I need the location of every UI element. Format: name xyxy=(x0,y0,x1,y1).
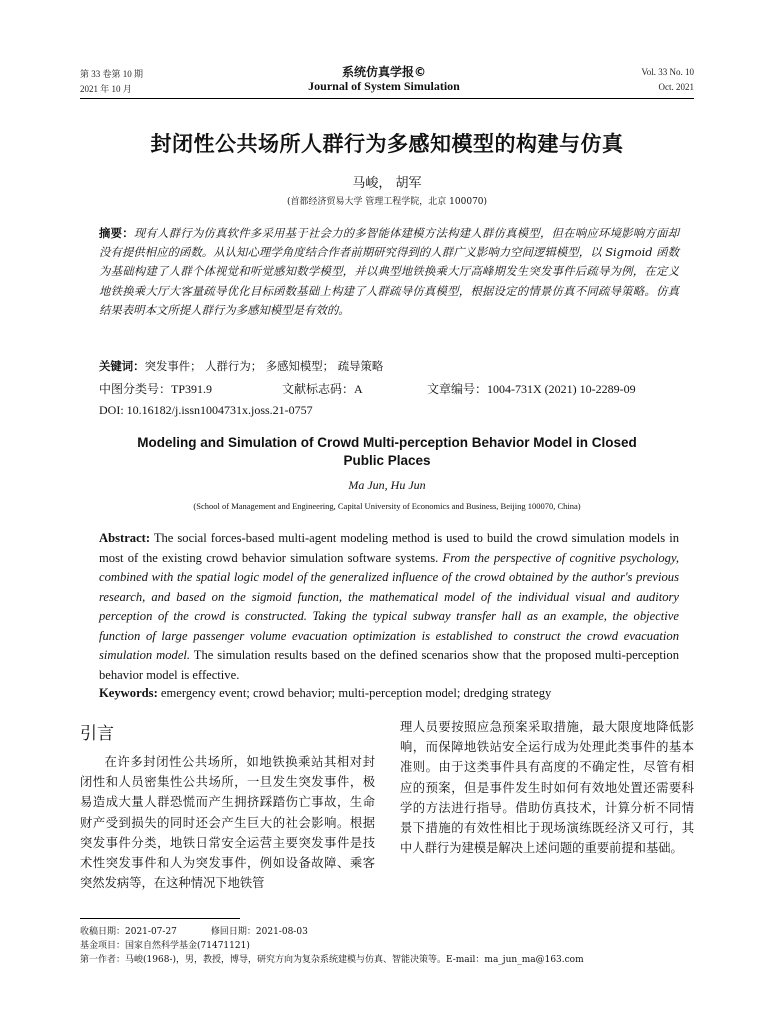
received-date: 收稿日期：2021-07-27 xyxy=(80,927,177,937)
doi: DOI: 10.16182/j.issn1004731x.joss.21-0757 xyxy=(99,403,313,417)
header-date-en: Oct. 2021 xyxy=(658,82,694,92)
abstract-en-part1: The social forces-based multi-agent modeling method is used to build the crowd simulation models in most of the existing crowd behavior simulation software systems. xyxy=(99,531,679,565)
classification-row xyxy=(99,380,679,398)
document-code: 文献标志码：A xyxy=(282,382,363,396)
keywords-en-label: Keywords: xyxy=(99,686,158,700)
body-text-right-column: 理人员要按照应急预案采取措施，最大限度地降低影响，而保障地铁站安全运行成为处理此类事件的基本准则。由于这类事件具有高度的不确定性，尽管有相应的预案，但是事件发生时如何有效地处置还需要科学的方法进行指导。借助仿真技术，计算分析不同情景下措施的有效性相比于现场演练既经济又可行，其中人群行为建模是解决上述问题的重要前提和基础。 xyxy=(400,720,694,856)
revised-date: 修回日期：2021-08-03 xyxy=(210,927,308,937)
abstract-cn xyxy=(99,224,679,320)
article-number: 文章编号：1004-731X (2021) 10-2289-09 xyxy=(427,382,636,396)
keywords-cn-label: 关键词： xyxy=(99,359,145,373)
section-heading-introduction: 引言 xyxy=(80,724,114,744)
keywords-en xyxy=(99,686,679,701)
keywords-cn xyxy=(99,357,679,375)
keywords-cn-text: 突发事件； 人群行为； 多感知模型； 疏导策略 xyxy=(144,359,384,373)
abstract-en xyxy=(99,529,679,685)
header-date-cn: 2021 年 10 月 xyxy=(80,84,132,94)
abstract-cn-text: 现有人群行为仿真软件多采用基于社会力的多智能体建模方法构建人群仿真模型，但在响应环境影响方面却没有提供相应的函数。从认知心理学角度结合作者前期研究得到的人群广义影响力空间逻辑模型，以 Sigmoid 函数为基础构建了人群个体视觉和听觉感知数学模型，并以典型地铁换乘大厅高峰期发生突发事件后疏导为例，在定义地铁换乘大厅大客量疏导优化目标函数基础上构建了人群疏导仿真模型，根据设定的情景仿真不同疏导策略。仿真结果表明本文所提人群行为多感知模型是有效的。 xyxy=(99,226,679,317)
abstract-cn-label: 摘要： xyxy=(99,226,134,240)
header-volume-en: Vol. 33 No. 10 xyxy=(641,67,694,77)
affiliation-cn: (首都经济贸易大学 管理工程学院，北京 100070) xyxy=(286,197,488,207)
paper-title-cn: 封闭性公共场所人群行为多感知模型的构建与仿真 xyxy=(150,132,624,156)
footnote-dates xyxy=(80,924,308,937)
journal-title-cn: 系统仿真学报© xyxy=(341,65,426,79)
header-rule xyxy=(80,98,694,99)
authors-en: Ma Jun, Hu Jun xyxy=(348,478,426,492)
journal-title-en: Journal of System Simulation xyxy=(308,79,460,93)
header-volume-cn: 第 33 卷第 10 期 xyxy=(80,69,144,79)
footnote-rule xyxy=(80,918,240,919)
affiliation-en: (School of Management and Engineering, Capital University of Economics and Business, Beijing 100070, China) xyxy=(193,501,581,511)
clc-number: 中图分类号：TP391.9 xyxy=(99,382,213,396)
abstract-en-part3: The simulation results based on the defined scenarios show that the proposed multi-perception behavior model is effective. xyxy=(99,648,679,682)
abstract-en-label: Abstract: xyxy=(99,531,151,545)
paper-title-en: Modeling and Simulation of Crowd Multi-perception Behavior Model in Closed Public Places xyxy=(137,435,637,468)
keywords-en-text: emergency event; crowd behavior; multi-perception model; dredging strategy xyxy=(157,686,552,700)
authors-cn: 马峻， 胡军 xyxy=(352,176,422,191)
body-text-left-column: 在许多封闭性公共场所，如地铁换乘站其相对封闭性和人员密集性公共场所，一旦发生突发事件，极易造成大量人群恐慌而产生拥挤踩踏伤亡事故，生命财产受到损失的同时还会产生巨大的社会影响。根据突发事件分类，地铁日常安全运营主要突发事件是技术性突发事件和人为突发事件，例如设备故障、乘客突然发病等，在这种情况下地铁管 xyxy=(80,755,375,891)
footnote-author: 第一作者：马峻(1968-)，男，教授，博导，研究方向为复杂系统建模与仿真、智能决策等。E-mail：ma_jun_ma@163.com xyxy=(80,955,584,965)
footnote-fund: 基金项目：国家自然科学基金(71471121) xyxy=(80,941,250,951)
abstract-en-part2: From the perspective of cognitive psychology, combined with the spatial logic model of the generalized influence of the crowd obtained by the author's previous research, and based on the sigmoid function, the mathematical model of the individual visual and auditory perception of the crowd is constructed. Taking the typical subway transfer hall as an example, the objective function of large passenger volume evacuation optimization is established to construct the crowd evacuation simulation model. xyxy=(99,550,679,662)
